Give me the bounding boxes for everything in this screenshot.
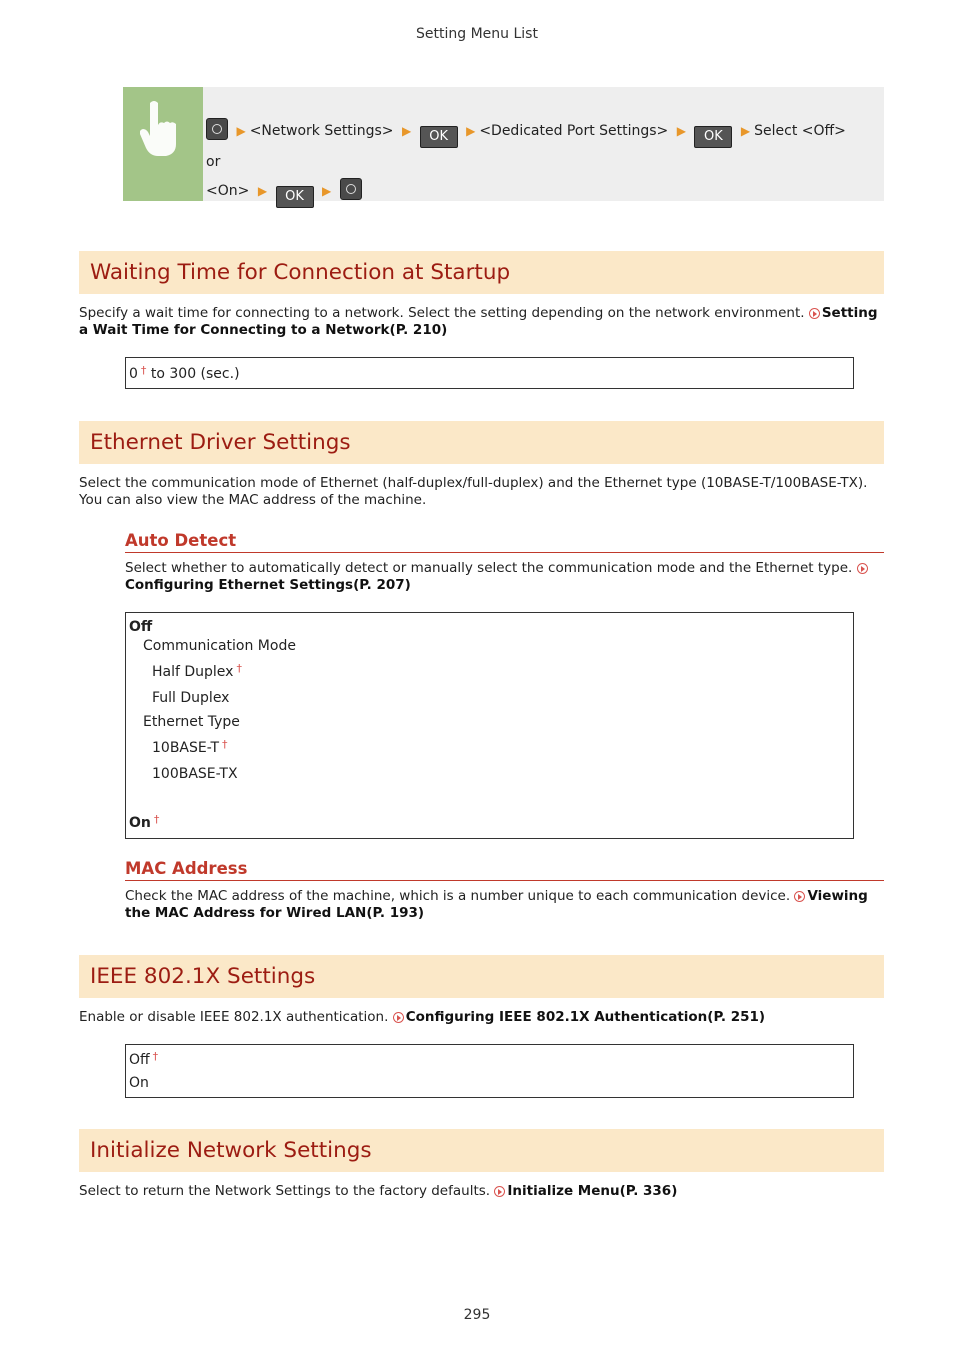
- ieee-link[interactable]: Configuring IEEE 802.1X Authentication(P. 251): [405, 1009, 766, 1025]
- home-key-icon: [340, 178, 362, 200]
- step-select: Select <Off> or: [206, 123, 846, 170]
- arrow-right-icon: ▶: [740, 124, 751, 138]
- waiting-link[interactable]: Setting a Wait Time for Connecting to a Network(P. 210): [79, 305, 878, 338]
- description-text: Check the MAC address of the machine, which is a number unique to each communication device.: [125, 888, 791, 904]
- description-text: Select whether to automatically detect or manually select the communication mode and the Ethernet type.: [125, 560, 853, 576]
- auto-detect-values-box: [125, 612, 854, 839]
- arrow-right-icon: ▶: [321, 184, 332, 198]
- waiting-values-box: [125, 357, 854, 389]
- waiting-description: [79, 305, 887, 339]
- value-half-duplex: [152, 662, 242, 680]
- auto-detect-description: [125, 560, 885, 594]
- half-duplex-text: Half Duplex: [152, 664, 234, 680]
- range-rest: to 300 (sec.): [150, 366, 240, 382]
- ok-key: OK: [420, 126, 458, 148]
- label-ethernet-type: Ethernet Type: [143, 714, 240, 730]
- ethernet-description: Select the communication mode of Ethernet (half-duplex/full-duplex) and the Ethernet type (10BASE-T/100BASE-TX). You can also view the MAC address of the machine.: [79, 475, 868, 508]
- value-off: Off: [129, 619, 153, 635]
- value-on: On: [129, 1075, 149, 1091]
- subsection-mac-address: [125, 858, 884, 881]
- subsection-auto-detect: [125, 530, 884, 553]
- description-text: Enable or disable IEEE 802.1X authentication.: [79, 1009, 389, 1025]
- ieee-values-box: [125, 1044, 854, 1098]
- operation-panel: [123, 87, 203, 201]
- page-number: 295: [463, 1307, 491, 1323]
- subsection-title: Auto Detect: [125, 531, 237, 550]
- value-100base-tx: 100BASE-TX: [152, 766, 238, 782]
- value-10base-t: [152, 738, 228, 756]
- running-header: Setting Menu List: [416, 26, 538, 42]
- arrow-right-icon: ▶: [401, 124, 412, 138]
- step-dedicated-port: <Dedicated Port Settings>: [479, 123, 669, 139]
- arrow-right-icon: ▶: [466, 124, 476, 138]
- home-key-icon: [206, 118, 228, 140]
- waiting-range: [129, 364, 240, 382]
- init-link[interactable]: Initialize Menu(P. 336): [507, 1183, 678, 1199]
- description-text: Select to return the Network Settings to the factory defaults.: [79, 1183, 491, 1199]
- section-title: Ethernet Driver Settings: [90, 430, 351, 455]
- link-arrow-icon: [794, 891, 805, 902]
- ieee-description: [79, 1009, 887, 1026]
- default-dagger: †: [140, 364, 147, 377]
- section-ieee-8021x: [79, 955, 884, 998]
- arrow-right-icon: ▶: [676, 124, 686, 138]
- section-initialize-network: [79, 1129, 884, 1172]
- value-full-duplex: Full Duplex: [152, 690, 230, 706]
- off-text: Off: [129, 1052, 150, 1068]
- mac-description: [125, 888, 880, 922]
- section-title: IEEE 802.1X Settings: [90, 964, 316, 989]
- auto-detect-link[interactable]: Configuring Ethernet Settings(P. 207): [125, 577, 411, 593]
- value-on: [129, 813, 159, 831]
- default-dagger: †: [152, 1050, 159, 1063]
- description-text: Specify a wait time for connecting to a network. Select the setting depending on the network environment.: [79, 305, 805, 321]
- section-ethernet-driver: [79, 421, 884, 464]
- default-dagger: †: [153, 813, 160, 826]
- on-text: On: [129, 815, 151, 831]
- operation-steps: [206, 117, 846, 208]
- mac-link[interactable]: Viewing the MAC Address for Wired LAN(P. 193): [125, 888, 868, 921]
- operation-box: [123, 87, 884, 204]
- link-arrow-icon: [809, 308, 820, 319]
- arrow-right-icon: ▶: [236, 124, 246, 138]
- ok-key: OK: [276, 186, 314, 208]
- section-title: Initialize Network Settings: [90, 1138, 372, 1163]
- value-off: [129, 1050, 158, 1068]
- link-arrow-icon: [857, 563, 868, 574]
- hand-pointer-icon: [140, 99, 186, 157]
- default-dagger: †: [222, 738, 228, 751]
- section-waiting-time: [79, 251, 884, 294]
- default-dagger: †: [236, 662, 242, 675]
- step-network-settings: <Network Settings>: [249, 123, 394, 139]
- init-description: [79, 1183, 887, 1200]
- section-title: Waiting Time for Connection at Startup: [90, 260, 511, 285]
- ok-key: OK: [694, 126, 732, 148]
- link-arrow-icon: [494, 1186, 505, 1197]
- link-arrow-icon: [393, 1012, 404, 1023]
- step-on: <On>: [206, 183, 250, 199]
- arrow-right-icon: ▶: [257, 184, 268, 198]
- label-communication-mode: Communication Mode: [143, 638, 296, 654]
- range-start: 0: [129, 366, 138, 382]
- 10base-t-text: 10BASE-T: [152, 740, 220, 756]
- subsection-title: MAC Address: [125, 859, 248, 878]
